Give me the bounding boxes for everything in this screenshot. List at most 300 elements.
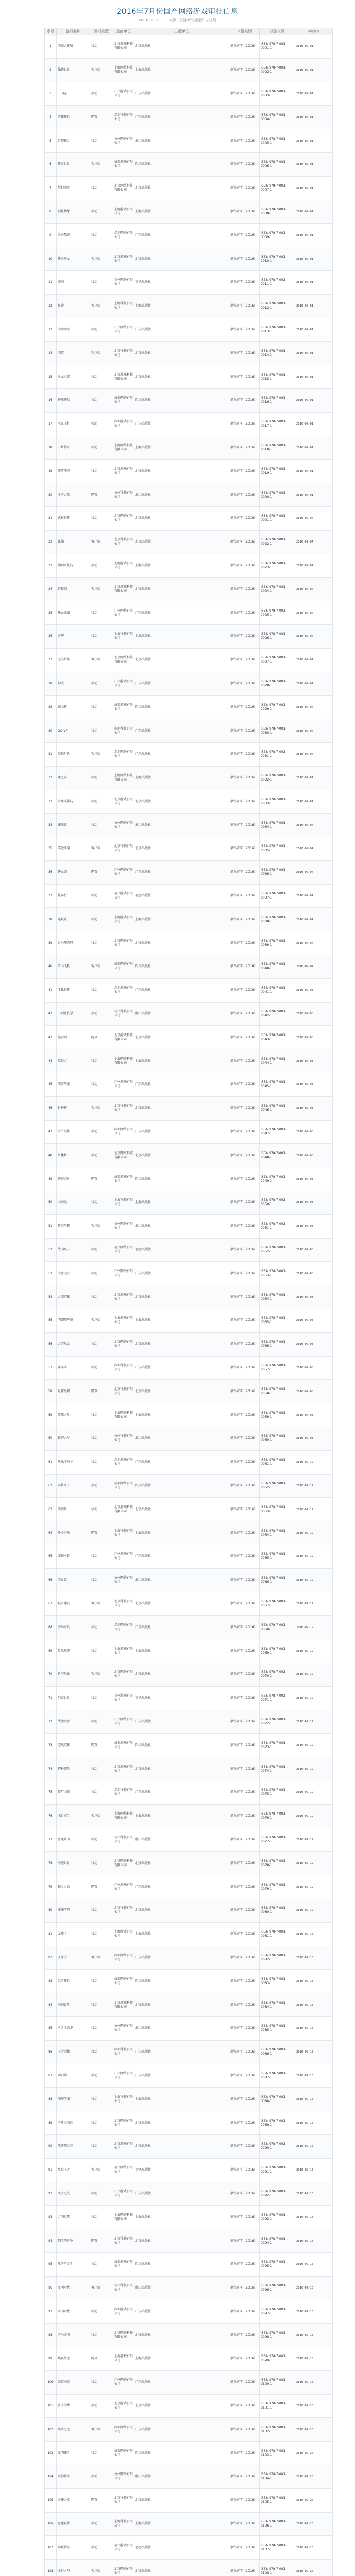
cell-isbn: 2016-07-08 (295, 1026, 333, 1049)
cell-name: 梦幻西游 (57, 176, 90, 200)
header-approval: 批准文号 (260, 28, 295, 35)
cell-category: 新出审字〔2016〕 (229, 955, 260, 979)
cell-type: 移动 (90, 2088, 113, 2111)
table-body (45, 35, 333, 2576)
cell-publisher: 广东出版社 (134, 742, 229, 766)
cell-name: 刀塔传奇 (57, 436, 90, 460)
cell-isbn: 2016-07-12 (295, 1804, 333, 1828)
cell-operator: 上海游戏有限公司 (113, 200, 134, 224)
cell-approval: ISBN 978-7-001-0018-1 (260, 436, 295, 460)
cell-operator: 杭州科技有限公司 (113, 1002, 134, 1026)
cell-publisher: 四川出版社 (134, 1970, 229, 1993)
cell-publisher: 北京出版社 (134, 2229, 229, 2253)
cell-type: 移动 (90, 672, 113, 696)
cell-category: 新出审字〔2016〕 (229, 860, 260, 884)
cell-no: 81 (45, 1922, 57, 1946)
cell-operator: 福州游戏有限公司 (113, 884, 134, 908)
cell-category: 新出审字〔2016〕 (229, 318, 260, 342)
cell-name: 恐龙乐园 (57, 1828, 90, 1852)
cell-publisher: 浙江出版社 (134, 2276, 229, 2300)
cell-no: 69 (45, 1639, 57, 1663)
cell-publisher: 北京出版社 (134, 790, 229, 814)
cell-publisher: 广东出版社 (134, 672, 229, 696)
cell-isbn: 2016-07-01 (295, 365, 333, 389)
cell-operator: 北京网络有限公司 (113, 931, 134, 955)
cell-approval: ISBN 978-7-001-0001-1 (260, 35, 295, 59)
cell-approval: ISBN 978-7-001-0036-1 (260, 860, 295, 884)
page-meta (0, 18, 355, 23)
table-row (45, 1852, 333, 1875)
cell-type: 移动 (90, 1403, 113, 1427)
table-row (45, 1616, 333, 1639)
cell-name: 笑傲江湖 (57, 837, 90, 861)
cell-operator: 北京科技有限公司 (113, 1899, 134, 1922)
cell-operator: 上海网络科技有限公司 (113, 1804, 134, 1828)
cell-name: 王者荣耀 (57, 2040, 90, 2064)
cell-publisher: 四川出版社 (134, 1734, 229, 1757)
cell-no: 4 (45, 106, 57, 129)
cell-publisher: 广东出版社 (134, 82, 229, 106)
cell-type: 网页 (90, 1875, 113, 1899)
cell-approval: ISBN 978-7-001-0087-1 (260, 2064, 295, 2088)
cell-approval: ISBN 978-7-001-0060-1 (260, 1427, 295, 1451)
cell-approval: ISBN 978-7-001-0017-1 (260, 412, 295, 436)
cell-category: 新出审字〔2016〕 (229, 1403, 260, 1427)
cell-name: 飞狐外传 (57, 978, 90, 1002)
cell-name: 龙骑士 (57, 1922, 90, 1946)
cell-no: 16 (45, 388, 57, 412)
table-row (45, 1545, 333, 1569)
cell-approval: ISBN 978-7-001-0025-1 (260, 601, 295, 625)
cell-type: 客户端 (90, 578, 113, 601)
cell-approval: ISBN 978-7-001-0095-1 (260, 2252, 295, 2276)
table-row (45, 270, 333, 294)
table-row (45, 1167, 333, 1191)
cell-no: 94 (45, 2229, 57, 2253)
table-row (45, 766, 333, 790)
table-row (45, 2088, 333, 2111)
cell-publisher: 北京出版社 (134, 1498, 229, 1521)
cell-isbn: 2016-07-04 (295, 648, 333, 672)
cell-operator: 杭州科技有限公司 (113, 483, 134, 507)
cell-publisher: 北京出版社 (134, 2111, 229, 2135)
cell-approval: ISBN 978-7-001-0083-1 (260, 1970, 295, 1993)
cell-isbn: 2016-07-04 (295, 624, 333, 648)
cell-isbn: 2016-07-04 (295, 790, 333, 814)
cell-no: 9 (45, 224, 57, 247)
cell-name: 倚天屠龙 (57, 247, 90, 271)
cell-isbn: 2016-07-20 (295, 2442, 333, 2465)
cell-operator: 成都游戏有限公司 (113, 2252, 134, 2276)
cell-isbn: 2016-07-04 (295, 672, 333, 696)
cell-publisher: 北京出版社 (134, 1852, 229, 1875)
cell-publisher: 北京出版社 (134, 2394, 229, 2418)
table-header-row (45, 28, 333, 35)
cell-no: 96 (45, 2276, 57, 2300)
table-row (45, 1191, 333, 1215)
cell-publisher: 广东出版社 (134, 2040, 229, 2064)
cell-category: 新出审字〔2016〕 (229, 1450, 260, 1474)
cell-name: 红楼梦 (57, 1144, 90, 1167)
table-row (45, 1686, 333, 1710)
cell-approval: ISBN 978-7-001-0014-1 (260, 342, 295, 365)
cell-no: 34 (45, 814, 57, 837)
cell-no: 31 (45, 742, 57, 766)
cell-approval: ISBN 978-7-001-0009-1 (260, 224, 295, 247)
cell-no: 77 (45, 1828, 57, 1852)
cell-publisher: 四川出版社 (134, 2442, 229, 2465)
cell-name: 大唐无双 (57, 1262, 90, 1285)
table-row (45, 1332, 333, 1356)
cell-approval: ISBN 978-7-001-0023-1 (260, 554, 295, 578)
cell-operator: 深圳网络有限公司 (113, 2418, 134, 2442)
cell-name: 奇迹 (57, 624, 90, 648)
cell-type: 网页 (90, 2488, 113, 2512)
publish-date: 2016-07-29 (139, 18, 160, 22)
cell-approval: ISBN 978-7-001-0101-1 (260, 2394, 295, 2418)
cell-isbn: 2016-07-08 (295, 1002, 333, 1026)
cell-name: 海岛奇兵 (57, 1616, 90, 1639)
cell-category: 新出审字〔2016〕 (229, 1922, 260, 1946)
cell-type: 网页 (90, 1734, 113, 1757)
cell-name: 明朝那些事 (57, 1309, 90, 1333)
cell-publisher: 广东出版社 (134, 978, 229, 1002)
cell-name: 水浒英雄 (57, 1120, 90, 1144)
table-row (45, 1214, 333, 1238)
cell-category: 新出审字〔2016〕 (229, 672, 260, 696)
cell-isbn: 2016-07-04 (295, 554, 333, 578)
cell-type: 移动 (90, 2300, 113, 2324)
table-row (45, 1262, 333, 1285)
cell-publisher: 北京出版社 (134, 506, 229, 530)
cell-publisher: 北京出版社 (134, 1899, 229, 1922)
cell-publisher: 福建出版社 (134, 1238, 229, 1262)
cell-type: 移动 (90, 2324, 113, 2347)
cell-isbn: 2016-07-15 (295, 2347, 333, 2371)
cell-publisher: 北京出版社 (134, 342, 229, 365)
cell-category: 新出审字〔2016〕 (229, 790, 260, 814)
cell-no: 68 (45, 1616, 57, 1639)
cell-approval: ISBN 978-7-001-0051-1 (260, 1214, 295, 1238)
cell-no: 22 (45, 530, 57, 554)
cell-type: 移动 (90, 2512, 113, 2536)
cell-no: 88 (45, 2088, 57, 2111)
cell-category: 新出审字〔2016〕 (229, 1804, 260, 1828)
cell-no: 36 (45, 860, 57, 884)
cell-operator: 广州游戏有限公司 (113, 672, 134, 696)
cell-operator: 广州网络有限公司 (113, 318, 134, 342)
cell-approval: ISBN 978-7-001-0077-1 (260, 1828, 295, 1852)
cell-type: 网页 (90, 2229, 113, 2253)
cell-approval: ISBN 978-7-001-0108-1 (260, 2560, 295, 2576)
table-row (45, 1403, 333, 1427)
cell-name: 萌宠大作战 (57, 35, 90, 59)
cell-publisher: 浙江出版社 (134, 1828, 229, 1852)
cell-name: 轩辕剑 (57, 578, 90, 601)
cell-isbn: 2016-07-04 (295, 814, 333, 837)
page-title: 2016年7月份国产网络游戏审批信息 (117, 8, 238, 16)
cell-isbn: 2016-07-08 (295, 1309, 333, 1333)
cell-type: 移动 (90, 1262, 113, 1285)
cell-approval: ISBN 978-7-001-0046-1 (260, 1096, 295, 1120)
cell-isbn: 2016-07-01 (295, 176, 333, 200)
cell-approval: ISBN 978-7-001-0052-1 (260, 1238, 295, 1262)
cell-publisher: 浙江出版社 (134, 1568, 229, 1592)
cell-category: 新出审字〔2016〕 (229, 224, 260, 247)
cell-publisher: 北京出版社 (134, 2134, 229, 2158)
cell-category: 新出审字〔2016〕 (229, 35, 260, 59)
cell-type: 移动 (90, 365, 113, 389)
cell-category: 新出审字〔2016〕 (229, 1380, 260, 1403)
cell-publisher: 广东出版社 (134, 1073, 229, 1097)
table-row (45, 1285, 333, 1309)
cell-type: 移动 (90, 388, 113, 412)
table-row (45, 1049, 333, 1073)
cell-operator: 北京游戏有限公司 (113, 1285, 134, 1309)
cell-no: 101 (45, 2394, 57, 2418)
cell-category: 新出审字〔2016〕 (229, 837, 260, 861)
cell-isbn: 2016-07-08 (295, 1356, 333, 1380)
cell-operator: 深圳网络有限公司 (113, 1616, 134, 1639)
table-row (45, 908, 333, 931)
cell-approval: ISBN 978-7-001-0053-1 (260, 1262, 295, 1285)
cell-type: 移动 (90, 766, 113, 790)
cell-operator: 北京游戏科技有限公司 (113, 35, 134, 59)
table-row (45, 1498, 333, 1521)
cell-operator: 北京科技有限公司 (113, 342, 134, 365)
cell-publisher: 四川出版社 (134, 152, 229, 176)
cell-category: 新出审字〔2016〕 (229, 648, 260, 672)
cell-type: 网页 (90, 106, 113, 129)
cell-operator: 成都网络有限公司 (113, 1970, 134, 1993)
cell-publisher: 广东出版社 (134, 1120, 229, 1144)
cell-name: 山海经 (57, 1191, 90, 1215)
table-row (45, 2488, 333, 2512)
cell-type: 移动 (90, 978, 113, 1002)
cell-no: 67 (45, 1592, 57, 1616)
table-row (45, 506, 333, 530)
cell-name: 消消乐 (57, 1498, 90, 1521)
cell-no: 42 (45, 1002, 57, 1026)
table-row (45, 648, 333, 672)
cell-isbn: 2016-07-01 (295, 106, 333, 129)
cell-category: 新出审字〔2016〕 (229, 1899, 260, 1922)
cell-type: 移动 (90, 2206, 113, 2229)
cell-operator: 上海科技有限公司 (113, 2512, 134, 2536)
cell-type: 网页 (90, 860, 113, 884)
cell-operator: 深圳游戏有限公司 (113, 2300, 134, 2324)
cell-category: 新出审字〔2016〕 (229, 2206, 260, 2229)
cell-no: 73 (45, 1734, 57, 1757)
cell-no: 107 (45, 2536, 57, 2560)
cell-publisher: 福建出版社 (134, 2536, 229, 2560)
cell-category: 新出审字〔2016〕 (229, 2465, 260, 2489)
table-row (45, 2324, 333, 2347)
table-row (45, 860, 333, 884)
cell-name: 炫舞时代 (57, 742, 90, 766)
cell-approval: ISBN 978-7-001-0086-1 (260, 2040, 295, 2064)
cell-operator: 北京网络科技有限公司 (113, 176, 134, 200)
cell-approval: ISBN 978-7-001-0102-1 (260, 2418, 295, 2442)
cell-publisher: 广东出版社 (134, 318, 229, 342)
cell-name: 西游降魔 (57, 1073, 90, 1097)
cell-type: 移动 (90, 554, 113, 578)
cell-operator: 深圳网络有限公司 (113, 1120, 134, 1144)
cell-operator: 广州网络有限公司 (113, 1710, 134, 1734)
cell-no: 24 (45, 578, 57, 601)
cell-type: 移动 (90, 1545, 113, 1569)
cell-isbn: 2016-07-01 (295, 318, 333, 342)
cell-no: 71 (45, 1686, 57, 1710)
table-row (45, 1450, 333, 1474)
cell-type: 客户端 (90, 2560, 113, 2576)
cell-name: 大话西游 (57, 318, 90, 342)
cell-name: 维京海盗 (57, 2370, 90, 2394)
cell-name: 神武 (57, 672, 90, 696)
table-row (45, 2370, 333, 2394)
cell-operator: 上海网络科技有限公司 (113, 766, 134, 790)
cell-no: 32 (45, 766, 57, 790)
table-row (45, 2229, 333, 2253)
cell-publisher: 浙江出版社 (134, 814, 229, 837)
cell-name: 足球经理 (57, 1380, 90, 1403)
cell-category: 新出审字〔2016〕 (229, 1191, 260, 1215)
cell-isbn: 2016-07-12 (295, 1899, 333, 1922)
cell-category: 新出审字〔2016〕 (229, 2370, 260, 2394)
cell-category: 新出审字〔2016〕 (229, 294, 260, 318)
cell-operator: 福州网络有限公司 (113, 2158, 134, 2182)
table-row (45, 365, 333, 389)
cell-isbn: 2016-07-04 (295, 766, 333, 790)
cell-type: 客户端 (90, 2276, 113, 2300)
cell-isbn: 2016-07-04 (295, 578, 333, 601)
table-row (45, 2418, 333, 2442)
cell-no: 85 (45, 2016, 57, 2040)
table-row (45, 1639, 333, 1663)
cell-no: 15 (45, 365, 57, 389)
cell-approval: ISBN 978-7-001-0019-1 (260, 460, 295, 483)
cell-no: 65 (45, 1545, 57, 1569)
cell-name: 三国志 (57, 82, 90, 106)
cell-type: 移动 (90, 200, 113, 224)
cell-no: 40 (45, 955, 57, 979)
table-row (45, 790, 333, 814)
cell-approval: ISBN 978-7-001-0006-1 (260, 152, 295, 176)
cell-type: 客户端 (90, 58, 113, 82)
cell-no: 58 (45, 1380, 57, 1403)
table-row (45, 1002, 333, 1026)
cell-approval: ISBN 978-7-001-0107-1 (260, 2536, 295, 2560)
cell-approval: ISBN 978-7-001-0020-1 (260, 483, 295, 507)
cell-approval: ISBN 978-7-001-0096-1 (260, 2276, 295, 2300)
cell-category: 新出审字〔2016〕 (229, 1946, 260, 1970)
cell-no: 61 (45, 1450, 57, 1474)
table-row (45, 1663, 333, 1686)
cell-publisher: 广东出版社 (134, 1545, 229, 1569)
cell-approval: ISBN 978-7-001-0093-1 (260, 2206, 295, 2229)
cell-isbn: 2016-07-12 (295, 1710, 333, 1734)
cell-isbn: 2016-07-15 (295, 2324, 333, 2347)
cell-name: 蜀山传 (57, 696, 90, 719)
cell-category: 新出审字〔2016〕 (229, 152, 260, 176)
cell-operator: 深圳科技有限公司 (113, 2040, 134, 2064)
cell-name: 剑侠情缘 (57, 200, 90, 224)
cell-isbn: 2016-07-20 (295, 2394, 333, 2418)
cell-type: 移动 (90, 1616, 113, 1639)
cell-category: 新出审字〔2016〕 (229, 1734, 260, 1757)
table-row (45, 978, 333, 1002)
cell-isbn: 2016-07-12 (295, 1875, 333, 1899)
cell-name: QQ飞车 (57, 719, 90, 743)
cell-operator: 北京游戏有限公司 (113, 247, 134, 271)
cell-no: 76 (45, 1804, 57, 1828)
cell-publisher: 四川出版社 (134, 388, 229, 412)
cell-approval: ISBN 978-7-001-0070-1 (260, 1663, 295, 1686)
cell-approval: ISBN 978-7-001-0050-1 (260, 1191, 295, 1215)
cell-publisher: 北京出版社 (134, 2324, 229, 2347)
cell-type: 客户端 (90, 1096, 113, 1120)
table-row (45, 106, 333, 129)
table-row (45, 2040, 333, 2064)
cell-publisher: 福建出版社 (134, 2158, 229, 2182)
cell-publisher: 广东出版社 (134, 1450, 229, 1474)
cell-type: 移动 (90, 2465, 113, 2489)
cell-no: 91 (45, 2158, 57, 2182)
cell-approval: ISBN 978-7-001-0040-1 (260, 955, 295, 979)
cell-approval: ISBN 978-7-001-0015-1 (260, 365, 295, 389)
cell-name: 空战英雄 (57, 1734, 90, 1757)
cell-operator: 深圳游戏有限公司 (113, 1450, 134, 1474)
cell-no: 37 (45, 884, 57, 908)
table-row (45, 719, 333, 743)
cell-name: 传奇世界 (57, 152, 90, 176)
table-row (45, 2276, 333, 2300)
cell-publisher: 广东出版社 (134, 2300, 229, 2324)
cell-approval: ISBN 978-7-001-0068-1 (260, 1616, 295, 1639)
cell-isbn: 2016-07-01 (295, 224, 333, 247)
cell-no: 19 (45, 460, 57, 483)
cell-no: 60 (45, 1427, 57, 1451)
cell-approval: ISBN 978-7-001-0103-1 (260, 2442, 295, 2465)
cell-type: 移动 (90, 696, 113, 719)
cell-no: 2 (45, 58, 57, 82)
cell-category: 新出审字〔2016〕 (229, 1427, 260, 1451)
cell-type: 移动 (90, 814, 113, 837)
table-row (45, 554, 333, 578)
cell-publisher: 福建出版社 (134, 1686, 229, 1710)
cell-operator: 杭州网络有限公司 (113, 1568, 134, 1592)
cell-no: 39 (45, 931, 57, 955)
cell-no: 66 (45, 1568, 57, 1592)
cell-category: 新出审字〔2016〕 (229, 1309, 260, 1333)
cell-category: 新出审字〔2016〕 (229, 460, 260, 483)
cell-no: 53 (45, 1262, 57, 1285)
cell-publisher: 浙江出版社 (134, 2016, 229, 2040)
cell-approval: ISBN 978-7-001-0005-1 (260, 129, 295, 153)
table-row (45, 1026, 333, 1049)
cell-publisher: 广东出版社 (134, 601, 229, 625)
cell-type: 客户端 (90, 648, 113, 672)
cell-category: 新出审字〔2016〕 (229, 342, 260, 365)
cell-isbn: 2016-07-15 (295, 2064, 333, 2088)
cell-no: 59 (45, 1403, 57, 1427)
cell-operator: 北京科技有限公司 (113, 1380, 134, 1403)
cell-type: 移动 (90, 1757, 113, 1781)
cell-category: 新出审字〔2016〕 (229, 931, 260, 955)
cell-approval: ISBN 978-7-001-0076-1 (260, 1804, 295, 1828)
cell-type: 移动 (90, 1498, 113, 1521)
cell-name: 部落冲突 (57, 460, 90, 483)
